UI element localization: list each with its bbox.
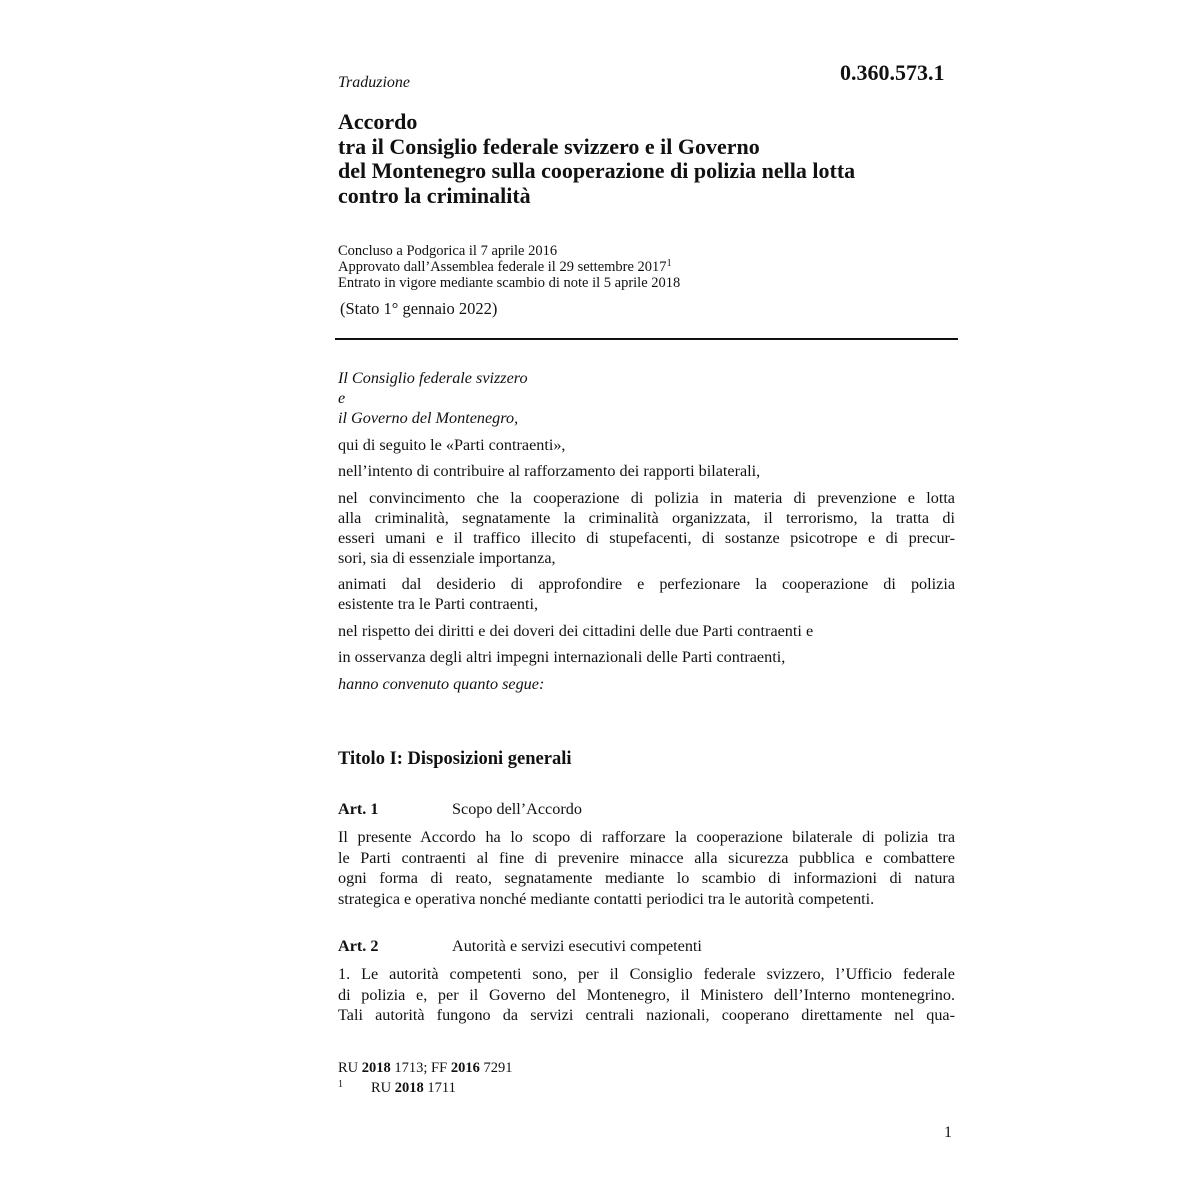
footnote-ref[interactable]: 1 (666, 258, 672, 269)
article-1-title: Scopo dell’Accordo (452, 800, 582, 818)
title-line: tra il Consiglio federale svizzero e il Governo (338, 133, 760, 159)
preamble-closing: hanno convenuto quanto segue: (338, 674, 545, 693)
party-1: Il Consiglio federale svizzero (338, 369, 528, 387)
footnotes (338, 1058, 512, 1098)
status-date: (Stato 1° gennaio 2022) (340, 299, 498, 318)
translation-label: Traduzione (338, 74, 411, 91)
title-line: Accordo (338, 109, 418, 134)
preamble-paragraph: nel rispetto dei diritti e dei doveri dei cittadini delle due Parti contraenti e (338, 621, 814, 640)
footnote-1: 1 RU 2018 1711 (338, 1079, 456, 1096)
article-2-label: Art. 2 (338, 937, 379, 955)
article-2-text: 1. Le autorità competenti sono, per il Consiglio federale svizzero, l’Ufficio federale di polizia e, per il Governo del Montenegro, il Ministero dell’Interno montenegrino. Tali autorità fungono da servizi centrali nazionali, cooperano direttamente nel qua- (338, 965, 955, 1024)
sr-number: 0.360.573.1 (840, 60, 945, 85)
preamble-paragraph: qui di seguito le «Parti contraenti», (338, 435, 566, 454)
article-1-text: Il presente Accordo ha lo scopo di rafforzare la cooperazione bilaterale di polizia tra le Parti contraenti al fine di prevenire minacce alla sicurezza pubblica e combattere ogni forma di reato, segnatamente mediante lo scambio di informazioni di natura strategica e operativa nonché mediante contatti periodici tra le autorità competenti. (338, 828, 955, 908)
article-2-title: Autorità e servizi esecutivi competenti (452, 937, 702, 955)
header-divider (335, 338, 958, 340)
source-reference: RU 2018 1713; FF 2016 7291 (338, 1060, 513, 1076)
preamble-paragraph: animati dal desiderio di approfondire e perfezionare la cooperazione di polizia esistente tra le Parti contraenti, (338, 575, 955, 613)
preamble-paragraph: in osservanza degli altri impegni internazionali delle Parti contraenti, (338, 648, 786, 666)
document-title (338, 110, 855, 208)
conjunction: e (338, 389, 346, 407)
preamble-paragraph: nell’intento di contribuire al rafforzamento dei rapporti bilaterali, (338, 462, 761, 480)
party-2: il Governo del Montenegro, (338, 409, 519, 427)
concluded-date: Concluso a Podgorica il 7 aprile 2016 (338, 243, 558, 259)
preamble (338, 368, 955, 694)
section-heading: Titolo I: Disposizioni generali (338, 749, 572, 769)
document-meta (338, 243, 680, 291)
title-line: del Montenegro sulla cooperazione di polizia nella lotta (338, 158, 856, 183)
preamble-paragraph: nel convincimento che la cooperazione di polizia in materia di prevenzione e lotta alla criminalità, segnatamente la criminalità organizzata, il terrorismo, la tratta di esseri umani e il traffico illecito di stupefacenti, di sostanze psicotrope e di precur- sori, sia di essenziale importanza, (338, 488, 955, 567)
article-1-label: Art. 1 (338, 800, 379, 818)
approved-date: Approvato dall’Assemblea federale il 29 settembre 2017$^1$ (338, 258, 672, 275)
entry-into-force: Entrato in vigore mediante scambio di note il 5 aprile 2018 (338, 275, 681, 291)
page-number: 1 (944, 1124, 952, 1141)
title-line: contro la criminalità (338, 182, 531, 208)
